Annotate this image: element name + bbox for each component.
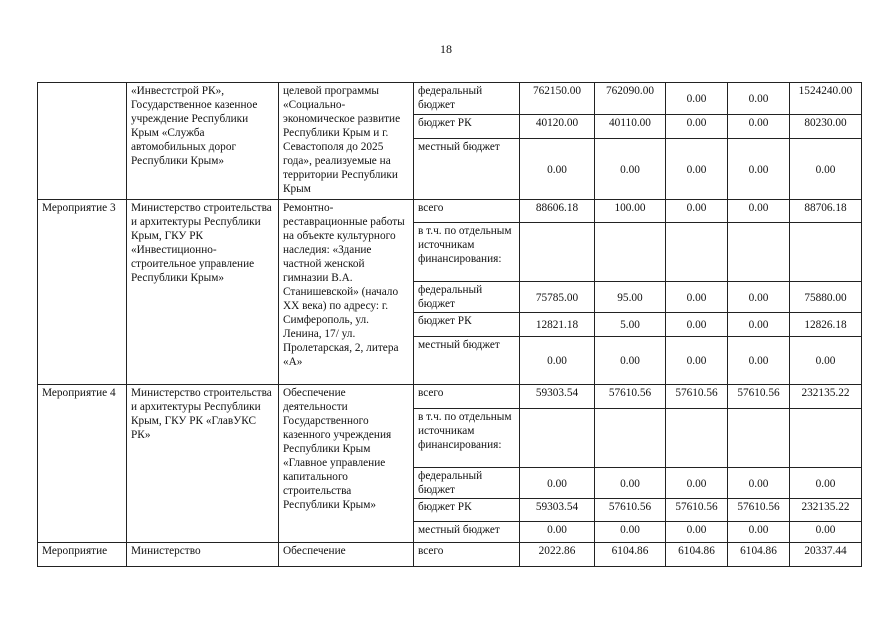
value-cell: 12826.18 [790, 313, 862, 337]
value-cell: 80230.00 [790, 115, 862, 139]
value-cell: 20337.44 [790, 543, 862, 567]
value-cell: 5.00 [595, 313, 666, 337]
measure-cell: Мероприятие [38, 543, 127, 567]
source-cell: в т.ч. по отдельным источникам финансирования: [414, 409, 520, 468]
value-cell: 59303.54 [520, 385, 595, 409]
value-cell: 0.00 [790, 522, 862, 543]
value-cell: 2022.86 [520, 543, 595, 567]
source-cell: федеральный бюджет [414, 282, 520, 313]
value-cell: 0.00 [520, 337, 595, 385]
value-cell: 6104.86 [666, 543, 728, 567]
value-cell: 57610.56 [666, 385, 728, 409]
executor-cell: Министерство строительства и архитектуры Республики Крым, ГКУ РК «ГлавУКС РК» [127, 385, 279, 543]
value-cell: 0.00 [666, 83, 728, 115]
source-cell: местный бюджет [414, 337, 520, 385]
value-cell: 0.00 [595, 139, 666, 200]
value-cell [790, 409, 862, 468]
value-cell [666, 409, 728, 468]
value-cell: 57610.56 [666, 499, 728, 522]
value-cell: 0.00 [520, 468, 595, 499]
value-cell: 232135.22 [790, 499, 862, 522]
value-cell: 40110.00 [595, 115, 666, 139]
source-cell: бюджет РК [414, 499, 520, 522]
value-cell: 0.00 [728, 115, 790, 139]
value-cell: 0.00 [666, 282, 728, 313]
value-cell: 232135.22 [790, 385, 862, 409]
value-cell: 0.00 [790, 139, 862, 200]
executor-cell: Министерство [127, 543, 279, 567]
value-cell: 0.00 [666, 139, 728, 200]
value-cell: 0.00 [728, 468, 790, 499]
value-cell: 12821.18 [520, 313, 595, 337]
measure-cell: Мероприятие 4 [38, 385, 127, 543]
value-cell: 57610.56 [728, 499, 790, 522]
value-cell: 0.00 [595, 337, 666, 385]
value-cell [595, 409, 666, 468]
value-cell: 88606.18 [520, 200, 595, 223]
value-cell: 0.00 [728, 139, 790, 200]
table-row [38, 385, 862, 409]
source-cell: бюджет РК [414, 115, 520, 139]
source-cell: федеральный бюджет [414, 468, 520, 499]
value-cell: 57610.56 [728, 385, 790, 409]
value-cell: 0.00 [790, 337, 862, 385]
budget-table [37, 82, 862, 567]
value-cell: 0.00 [666, 522, 728, 543]
value-cell: 0.00 [728, 337, 790, 385]
value-cell: 57610.56 [595, 499, 666, 522]
description-cell: целевой программы «Социально-экономическое развитие Республики Крым и г. Севастополя до 2025 года», реализуемые на территории Республики Крым [279, 83, 414, 200]
value-cell: 0.00 [728, 282, 790, 313]
source-cell: бюджет РК [414, 313, 520, 337]
value-cell: 75785.00 [520, 282, 595, 313]
value-cell: 6104.86 [728, 543, 790, 567]
value-cell: 75880.00 [790, 282, 862, 313]
value-cell: 1524240.00 [790, 83, 862, 115]
measure-cell [38, 83, 127, 200]
value-cell: 57610.56 [595, 385, 666, 409]
value-cell: 0.00 [595, 522, 666, 543]
executor-cell: Министерство строительства и архитектуры Республики Крым, ГКУ РК «Инвестиционно-строительное управление Республики Крым» [127, 200, 279, 385]
source-cell: всего [414, 543, 520, 567]
value-cell: 0.00 [728, 83, 790, 115]
value-cell: 762090.00 [595, 83, 666, 115]
value-cell: 6104.86 [595, 543, 666, 567]
table-row [38, 83, 862, 115]
value-cell: 0.00 [666, 337, 728, 385]
value-cell [520, 409, 595, 468]
value-cell: 95.00 [595, 282, 666, 313]
value-cell: 0.00 [520, 522, 595, 543]
value-cell: 59303.54 [520, 499, 595, 522]
source-cell: всего [414, 200, 520, 223]
value-cell: 0.00 [666, 468, 728, 499]
source-cell: федеральный бюджет [414, 83, 520, 115]
value-cell: 0.00 [595, 468, 666, 499]
value-cell: 762150.00 [520, 83, 595, 115]
value-cell [728, 409, 790, 468]
value-cell: 40120.00 [520, 115, 595, 139]
executor-cell: «Инвестстрой РК», Государственное казенное учреждение Республики Крым «Служба автомобильных дорог Республики Крым» [127, 83, 279, 200]
value-cell: 0.00 [666, 200, 728, 223]
value-cell [790, 223, 862, 282]
table-row [38, 200, 862, 223]
value-cell: 0.00 [728, 200, 790, 223]
description-cell: Обеспечение деятельности Государственного казенного учреждения Республики Крым «Главное управление капитального строительства Республики Крым» [279, 385, 414, 543]
value-cell: 0.00 [666, 115, 728, 139]
value-cell: 0.00 [728, 313, 790, 337]
value-cell [520, 223, 595, 282]
value-cell: 100.00 [595, 200, 666, 223]
value-cell [595, 223, 666, 282]
page-number: 18 [440, 42, 452, 56]
value-cell: 0.00 [666, 313, 728, 337]
source-cell: всего [414, 385, 520, 409]
value-cell: 0.00 [728, 522, 790, 543]
source-cell: местный бюджет [414, 522, 520, 543]
value-cell [728, 223, 790, 282]
value-cell: 88706.18 [790, 200, 862, 223]
measure-cell: Мероприятие 3 [38, 200, 127, 385]
value-cell [666, 223, 728, 282]
description-cell: Ремонтно-реставрационные работы на объекте культурного наследия: «Здание частной женской гимназии В.А. Станишевской» (начало XX века) по адресу: г. Симферополь, ул. Ленина, 17/ ул. Пролетарская, 2, литера «А» [279, 200, 414, 385]
value-cell: 0.00 [790, 468, 862, 499]
source-cell: в т.ч. по отдельным источникам финансирования: [414, 223, 520, 282]
value-cell: 0.00 [520, 139, 595, 200]
table-row [38, 543, 862, 567]
source-cell: местный бюджет [414, 139, 520, 200]
description-cell: Обеспечение [279, 543, 414, 567]
